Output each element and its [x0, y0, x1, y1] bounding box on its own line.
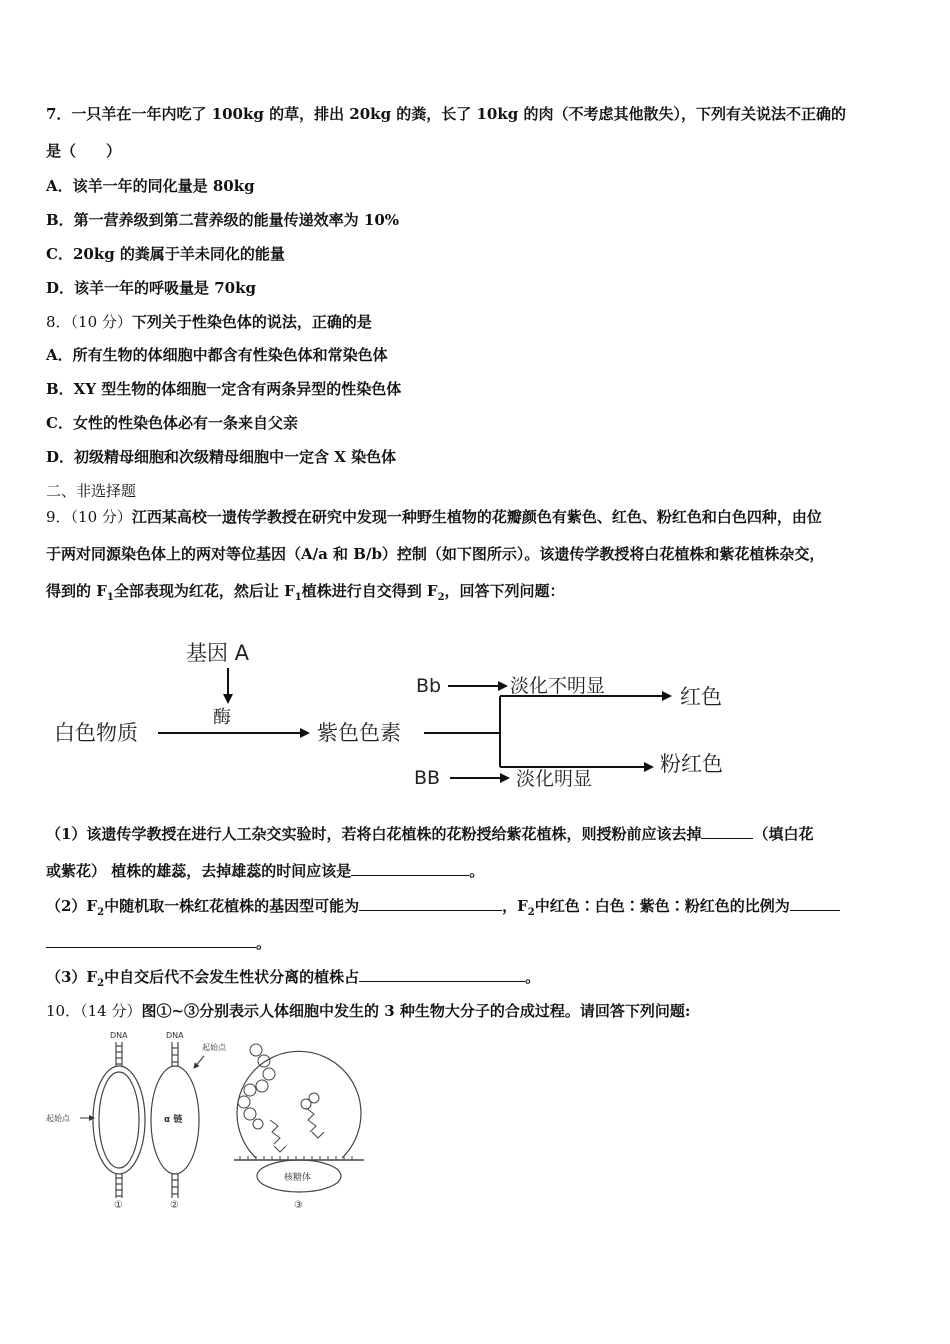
q9-line3-c: 植株进行自交得到 F	[301, 582, 438, 600]
q10-stem-text: 图①~③分别表示人体细胞中发生的 3 种生物大分子的合成过程。请回答下列问题:	[141, 1002, 691, 1020]
q8-number: 8．	[46, 313, 71, 331]
q7-option-a: A．该羊一年的同化量是 80kg	[46, 177, 255, 195]
answer-blank-1[interactable]	[701, 824, 753, 839]
q8-option-c: C．女性的性染色体必有一条来自父亲	[46, 414, 298, 432]
gene-a-label: 基因 A	[186, 641, 250, 665]
q9-line3-sub3: 2	[437, 592, 445, 603]
figure-label-3: ③	[294, 1200, 303, 1211]
q9-sub2-b: 中随机取一株红花植株的基因型可能为	[104, 897, 360, 915]
origin-left-label: 起始点	[46, 1114, 70, 1123]
q8-stem	[46, 311, 372, 332]
purple-pigment-label: 紫色色素	[317, 721, 401, 745]
q9-sub3-end: 。	[525, 968, 541, 986]
q9-line3-d: ，回答下列问题：	[444, 582, 565, 600]
white-substance-label: 白色物质	[54, 721, 138, 745]
q10-stem	[46, 1000, 690, 1021]
answer-blank-4b[interactable]	[46, 933, 256, 948]
bb-upper-label: Bb	[416, 675, 442, 697]
ribosome-large-subunit	[237, 1051, 361, 1158]
answer-blank-5[interactable]	[359, 967, 525, 982]
q9-sub2-a: （2）F	[46, 897, 98, 915]
trna-molecules	[270, 1093, 324, 1152]
dna-label-2: DNA	[166, 1031, 184, 1040]
q9-sub2-sub2: 2	[527, 907, 535, 918]
light-not-obvious-label: 淡化不明显	[510, 675, 606, 697]
section-heading: 二、非选择题	[46, 482, 137, 500]
light-obvious-label: 淡化明显	[516, 768, 593, 790]
q8-option-a: A．所有生物的体细胞中都含有性染色体和常染色体	[46, 346, 388, 364]
dna-replication-bubble	[93, 1042, 145, 1198]
q9-sub1-line2	[46, 860, 484, 881]
q9-line2: 于两对同源染色体上的两对等位基因（A/a 和 B/b）控制（如下图所示）。该遗传学教授将白花植株和紫花植株杂交，	[46, 545, 825, 563]
q7-option-b: B．第一营养级到第二营养级的能量传递效率为 10%	[46, 211, 400, 229]
q7-option-d: D．该羊一年的呼吸量是 70kg	[46, 279, 256, 297]
q9-sub2-sub1: 2	[97, 907, 105, 918]
ribosome-label: 核糖体	[284, 1173, 312, 1183]
q9-sub1-text: （1）该遗传学教授在进行人工杂交实验时，若将白花植株的花粉授给紫花植株，则授粉前应该去掉	[46, 825, 702, 843]
q7-stem-line1: 7．一只羊在一年内吃了 100kg 的草，排出 20kg 的粪，长了 10kg 的肉（不考虑其他散失），下列有关说法不正确的	[46, 105, 846, 123]
enzyme-label: 酶	[213, 707, 231, 728]
q7-stem-line2: 是（ ）	[46, 142, 122, 160]
synthesis-figure	[44, 1028, 364, 1213]
q9-sub2-line1	[46, 895, 840, 918]
q9-sub2-line2	[46, 932, 271, 953]
answer-blank-3[interactable]	[359, 896, 502, 911]
answer-blank-2[interactable]	[351, 861, 469, 876]
q9-sub1-line1	[46, 823, 813, 844]
q10-score: （14 分）	[80, 1002, 142, 1020]
q7-option-c: C．20kg 的粪属于羊未同化的能量	[46, 245, 285, 263]
q9-sub3-sub: 2	[97, 978, 105, 989]
q9-sub2-c: ，F	[502, 897, 528, 915]
q9-sub3-b: 中自交后代不会发生性状分离的植株占	[104, 968, 360, 986]
alpha-chain-label: α 链	[164, 1115, 183, 1125]
q9-line3-a: 得到的 F	[46, 582, 107, 600]
q9-sub2-d: 中红色∶白色∶紫色∶粉红色的比例为	[534, 897, 790, 915]
q8-option-d: D．初级精母细胞和次级精母细胞中一定含 X 染色体	[46, 448, 397, 466]
q8-score: （10 分）	[70, 313, 132, 331]
q9-sub3	[46, 966, 540, 989]
origin-top-label: 起始点	[202, 1043, 226, 1052]
pathway-diagram	[40, 630, 760, 805]
pink-label: 粉红色	[660, 752, 723, 776]
bb-lower-label: BB	[414, 767, 441, 789]
q9-sub2-end: 。	[256, 934, 272, 952]
answer-blank-4a[interactable]	[790, 896, 840, 911]
q9-sub1-end: （填白花	[753, 825, 814, 843]
q9-line3-sub1: 1	[106, 592, 114, 603]
q9-line1-text: 江西某高校一遗传学教授在研究中发现一种野生植物的花瓣颜色有紫色、红色、粉红色和白色四种，由位	[131, 508, 822, 526]
q9-line1	[46, 506, 822, 527]
figure-label-1: ①	[114, 1200, 123, 1211]
q9-line3-sub2: 1	[294, 592, 302, 603]
q9-line3-b: 全部表现为红花，然后让 F	[113, 582, 295, 600]
red-label: 红色	[680, 685, 722, 709]
q9-score: （10 分）	[70, 508, 132, 526]
q10-number: 10．	[46, 1002, 81, 1020]
origin-top-arrow	[194, 1056, 204, 1068]
q9-sub3-a: （3）F	[46, 968, 98, 986]
q8-option-b: B．XY 型生物的体细胞一定含有两条异型的性染色体	[46, 380, 402, 398]
q9-sub1-line2-text: 或紫花） 植株的雄蕊，去掉雄蕊的时间应该是	[46, 862, 352, 880]
q9-number: 9．	[46, 508, 71, 526]
q9-sub1-line2-end: 。	[469, 862, 485, 880]
q9-line3	[46, 580, 565, 603]
dna-label-1: DNA	[110, 1031, 128, 1040]
figure-label-2: ②	[170, 1200, 179, 1211]
q8-stem-text: 下列关于性染色体的说法，正确的是	[131, 313, 372, 331]
